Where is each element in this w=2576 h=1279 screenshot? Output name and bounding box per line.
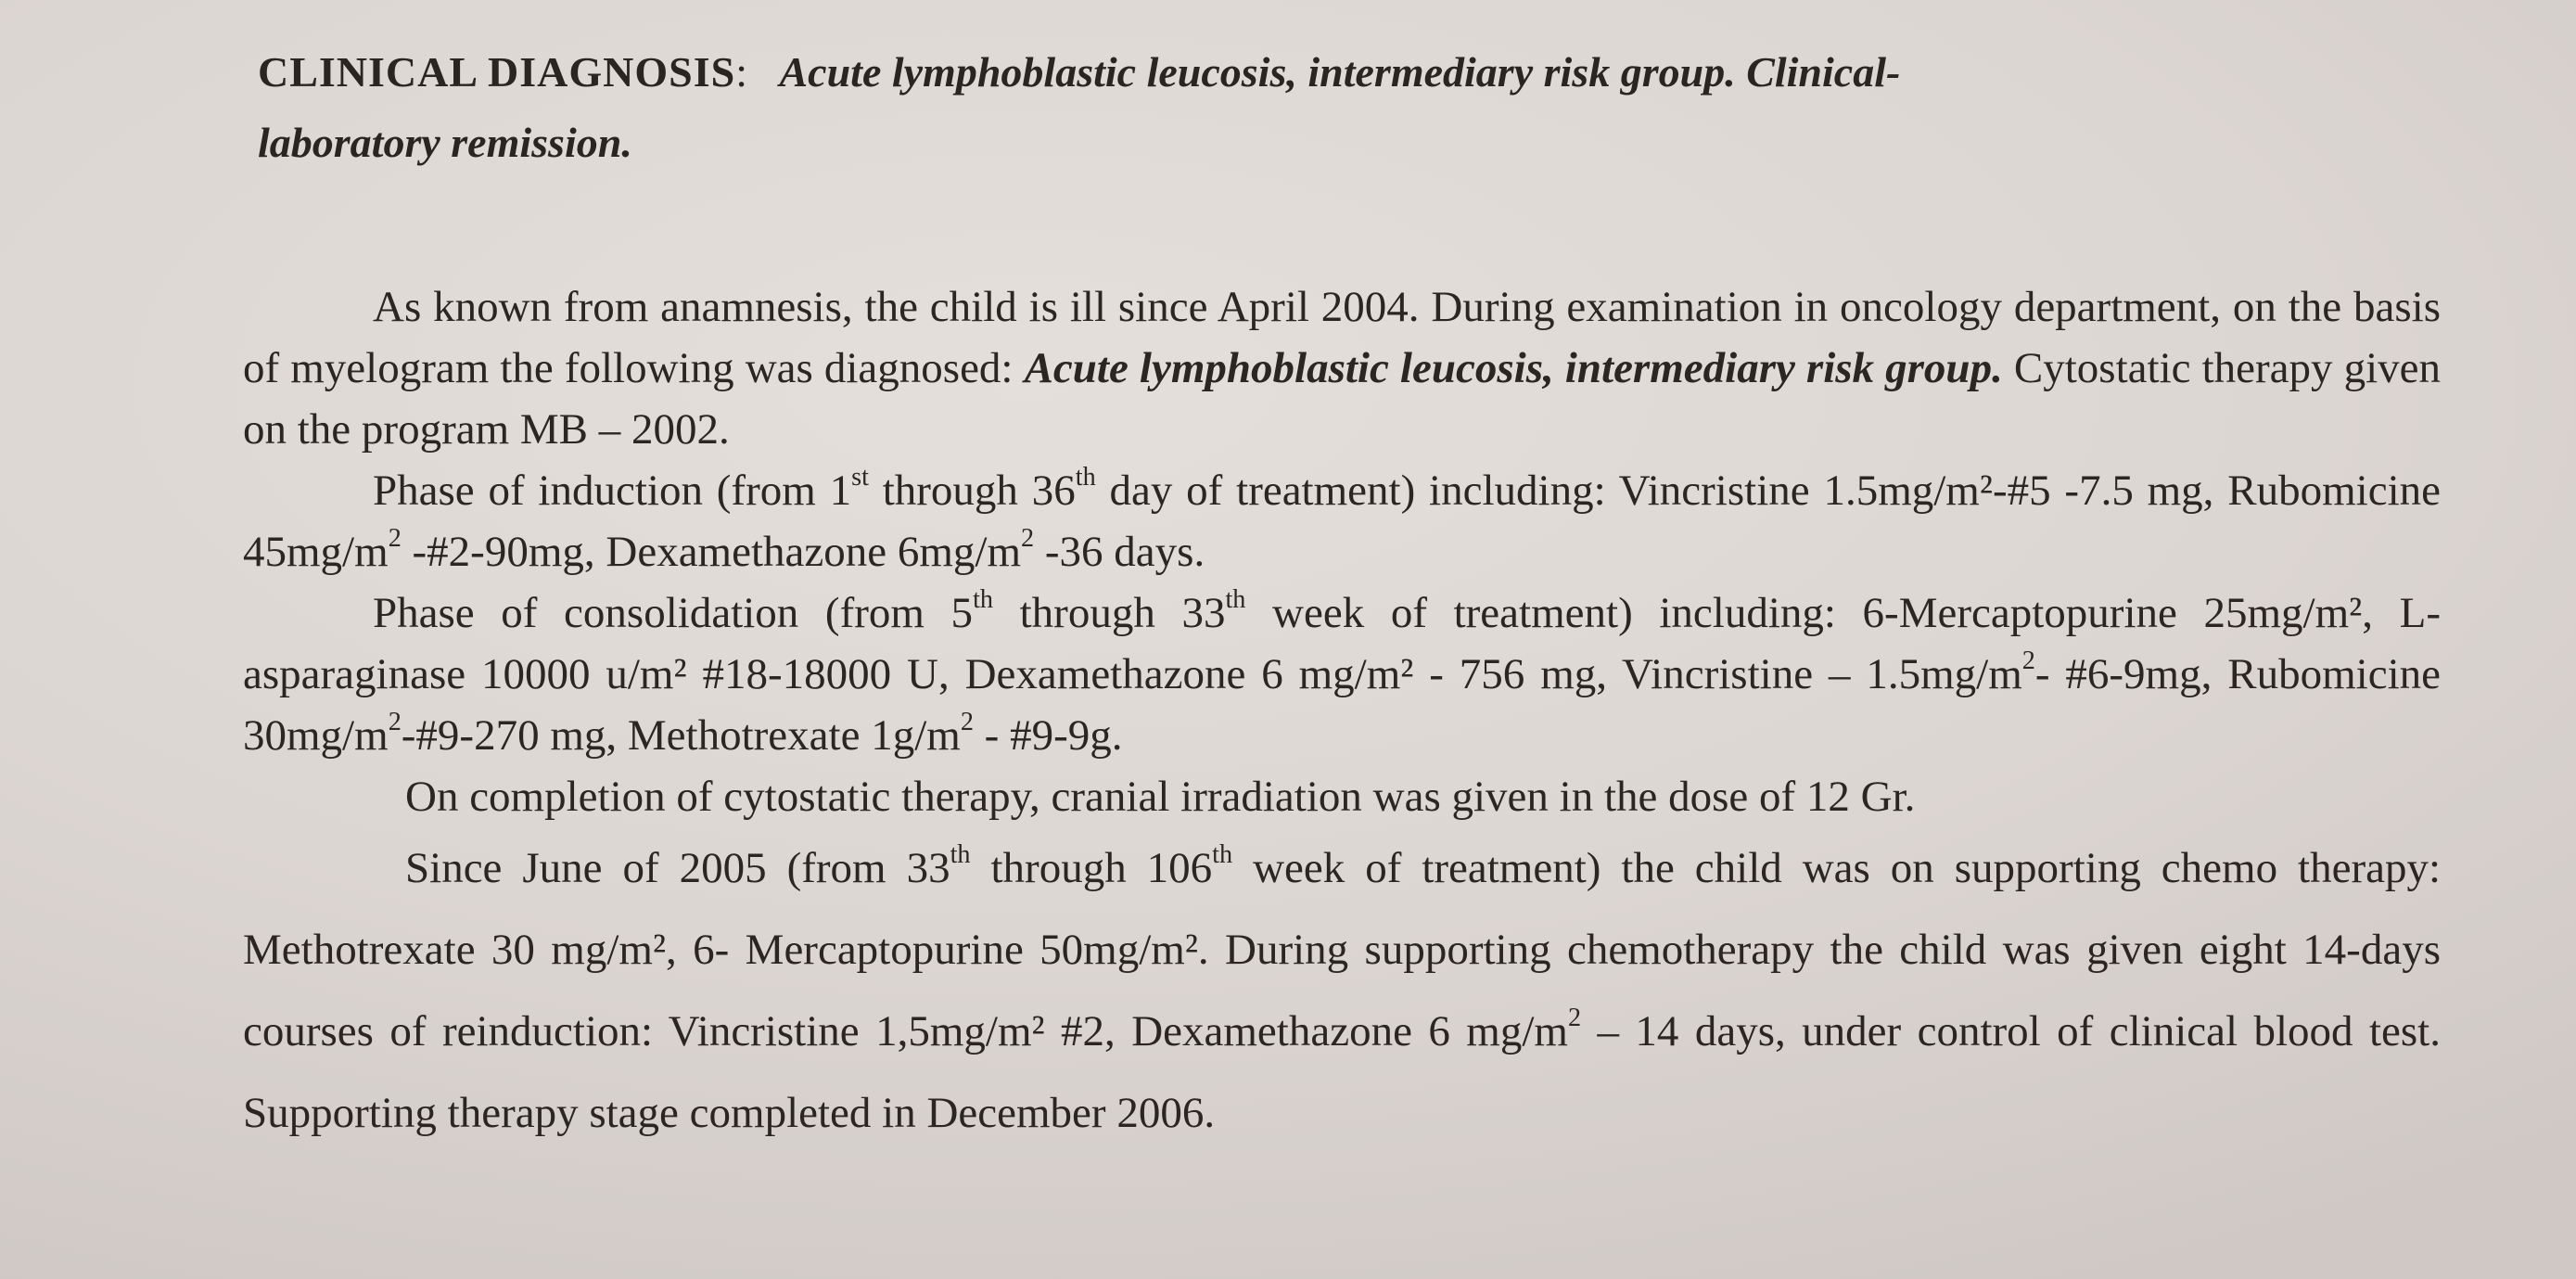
- induction-text-4: -#2-90mg, Dexamethazone 6mg/m: [401, 528, 1022, 576]
- report-body: [243, 276, 2441, 1154]
- consolidation-sup-2: th: [1225, 585, 1246, 615]
- induction-text-3: day of treatment) including: Vincristine 1.5mg/m²-#5 -7.5 mg, Rubomicine 45mg/m: [243, 467, 2441, 576]
- consolidation-sup-3: 2: [2021, 646, 2035, 676]
- induction-sup-2: th: [1075, 463, 1096, 492]
- supporting-text-4: – 14 days, under control of clinical blood test. Supporting therapy stage completed in December 2006.: [243, 1007, 2441, 1137]
- consolidation-text-1: Phase of consolidation (from 5: [373, 589, 974, 637]
- anamnesis-diagnosis: Acute lymphoblastic leucosis, intermediary risk group.: [1024, 344, 2003, 392]
- consolidation-text-6: - #9-9g.: [973, 711, 1123, 760]
- induction-sup-3: 2: [388, 524, 402, 554]
- supporting-sup-2: th: [1212, 840, 1233, 870]
- consolidation-sup-4: 2: [388, 708, 402, 737]
- consolidation-sup-5: 2: [960, 708, 974, 737]
- consolidation-sup-1: th: [973, 585, 993, 615]
- consolidation-text-4: - #6-9mg, Rubomicine 30mg/m: [243, 650, 2441, 760]
- induction-sup-1: st: [851, 463, 869, 492]
- anamnesis-therapy: Cytostatic therapy given on the program MB – 2002.: [243, 344, 2441, 454]
- consolidation-text-2: through 33: [993, 589, 1226, 637]
- supporting-text-2: through 106: [970, 844, 1213, 892]
- diagnosis-colon: :: [735, 48, 747, 96]
- consolidation-text-3: week of treatment) including: 6-Mercaptopurine 25mg/m², L- asparaginase 10000 u/m² #18-18000 U, Dexamethazone 6 mg/m² - 756 mg, Vincristine – 1.5mg/m: [243, 589, 2441, 698]
- consolidation-text-5: -#9-270 mg, Methotrexate 1g/m: [401, 711, 961, 760]
- diagnosis-label: CLINICAL DIAGNOSIS: [258, 48, 736, 96]
- anamnesis-text: As known from anamnesis, the child is ill since April 2004. During examination in oncology department, on the basis of myelogram the following was diagnosed:: [243, 283, 2441, 392]
- supporting-sup-1: th: [950, 840, 971, 870]
- paragraph-consolidation: [243, 582, 2441, 766]
- clinical-diagnosis: [258, 37, 2391, 178]
- paragraph-supporting: [243, 827, 2441, 1154]
- supporting-sup-3: 2: [1567, 1004, 1582, 1033]
- supporting-text-3: week of treatment) the child was on supporting chemo therapy: Methotrexate 30 mg/m², 6- Mercaptopurine 50mg/m². During supporting chemotherapy the child was given eight 14-days courses of reinduction: Vincristine 1,5mg/m² #2, Dexamethazone 6 mg/m: [243, 844, 2442, 1055]
- diagnosis-value-line2: laboratory remission.: [258, 119, 632, 166]
- induction-text-1: Phase of induction (from 1: [373, 467, 852, 515]
- irradiation-text: On completion of cytostatic therapy, cranial irradiation was given in the dose of 12 Gr.: [405, 773, 1916, 821]
- diagnosis-value-line1: Acute lymphoblastic leucosis, intermediary risk group. Clinical-: [779, 48, 1901, 96]
- induction-text-2: through 36: [868, 467, 1076, 515]
- supporting-text-1: Since June of 2005 (from 33: [405, 844, 950, 892]
- paragraph-induction: [243, 460, 2441, 582]
- induction-text-5: -36 days.: [1034, 528, 1205, 576]
- paragraph-irradiation: [243, 766, 2441, 827]
- induction-sup-4: 2: [1021, 524, 1035, 554]
- paragraph-anamnesis: [243, 276, 2441, 460]
